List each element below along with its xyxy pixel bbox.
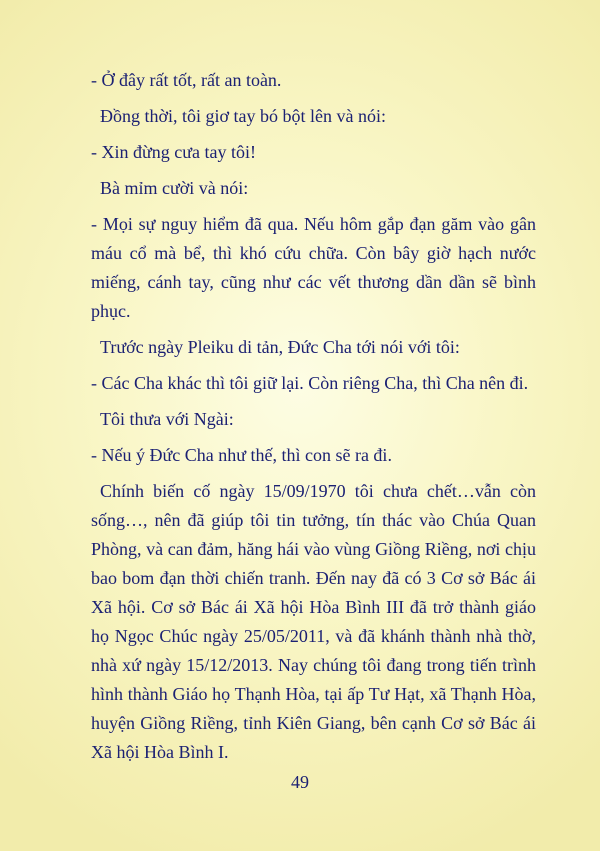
paragraph-dialogue-1: - Ở đây rất tốt, rất an toàn. (91, 70, 282, 90)
paragraph-dialogue-4: - Các Cha khác thì tôi giữ lại. Còn riêng Cha, thì Cha nên đi. (91, 373, 529, 393)
paragraph-dialogue-2: - Xin đừng cưa tay tôi! (91, 142, 256, 162)
page-number: 49 (291, 772, 309, 792)
paragraph-narration-5: Chính biến cố ngày 15/09/1970 tôi chưa chết…vẫn còn sống…, nên đã giúp tôi tin tưởng, tín thác vào Chúa Quan Phòng, và can đảm, hăng hái vào vùng Giồng Riềng, nơi chịu bao bom đạn thời chiến tranh. Đến nay đã có 3 Cơ sở Bác ái Xã hội. Cơ sở Bác ái Xã hội Hòa Bình III đã trở thành giáo họ Ngọc Chúc ngày 25/05/2011, và đã khánh thành nhà thờ, nhà xứ ngày 15/12/2013. Nay chúng tôi đang trong tiến trình hình thành Giáo họ Thạnh Hòa, tại ấp Tư Hạt, xã Thạnh Hòa, huyện Giồng Riềng, tỉnh Kiên Giang, bên cạnh Cơ sở Bác ái Xã hội Hòa Bình I. (91, 481, 536, 762)
paragraph-narration-4: Tôi thưa với Ngài: (100, 409, 234, 429)
paragraph-dialogue-3: - Mọi sự nguy hiểm đã qua. Nếu hôm gắp đạn găm vào gân máu cổ mà bể, thì khó cứu chữa. Còn bây giờ hạch nước miếng, cánh tay, cũng như các vết thương dần dần sẽ bình phục. (91, 214, 536, 321)
paragraph-narration-3: Trước ngày Pleiku di tản, Đức Cha tới nói với tôi: (100, 337, 460, 357)
paragraph-dialogue-5: - Nếu ý Đức Cha như thế, thì con sẽ ra đi. (91, 445, 392, 465)
body-text (91, 66, 536, 774)
paragraph-narration-2: Bà mỉm cười và nói: (100, 178, 249, 198)
paragraph-narration-1: Đồng thời, tôi giơ tay bó bột lên và nói: (100, 106, 387, 126)
